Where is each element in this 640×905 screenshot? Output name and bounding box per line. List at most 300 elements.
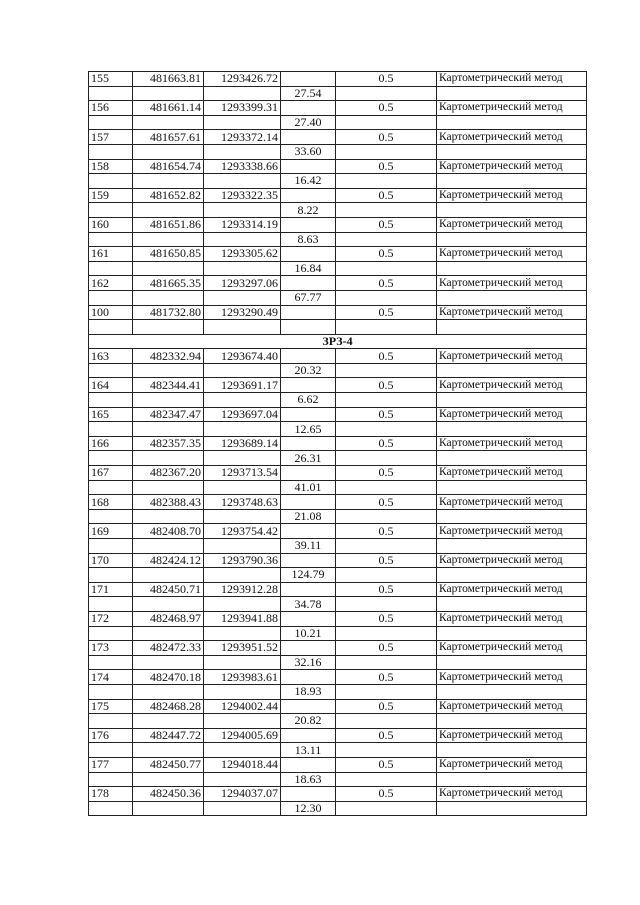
segment-length-cell: 8.22	[281, 203, 336, 218]
accuracy-cell: 0.5	[336, 217, 437, 232]
accuracy-cell: 0.5	[336, 72, 437, 87]
method-cell: Картометрический метод	[437, 495, 587, 510]
segment-length-cell: 16.84	[281, 261, 336, 276]
segment-length-cell: 33.60	[281, 144, 336, 159]
x-coordinate-cell: 482408.70	[133, 524, 204, 539]
empty-cell	[89, 626, 133, 641]
empty-cell	[437, 480, 587, 495]
empty-cell	[133, 363, 204, 378]
empty-cell	[89, 801, 133, 816]
x-coordinate-cell: 482450.71	[133, 582, 204, 597]
method-cell: Картометрический метод	[437, 670, 587, 685]
x-coordinate-cell: 481652.82	[133, 188, 204, 203]
segment-row	[89, 320, 587, 335]
empty-cell	[133, 509, 204, 524]
accuracy-cell: 0.5	[336, 611, 437, 626]
segment-row	[89, 772, 587, 787]
segment-row	[89, 626, 587, 641]
empty-cell	[281, 101, 336, 116]
method-cell: Картометрический метод	[437, 349, 587, 364]
y-coordinate-cell: 1293754.42	[204, 524, 281, 539]
section-title: ЗРЗ-4	[89, 334, 587, 349]
empty-cell	[204, 714, 281, 729]
empty-cell	[133, 772, 204, 787]
segment-row	[89, 655, 587, 670]
point-row	[89, 247, 587, 262]
empty-cell	[281, 553, 336, 568]
method-cell: Картометрический метод	[437, 553, 587, 568]
empty-cell	[437, 451, 587, 466]
accuracy-cell: 0.5	[336, 101, 437, 116]
point-row	[89, 495, 587, 510]
x-coordinate-cell: 481732.80	[133, 305, 204, 320]
empty-cell	[336, 684, 437, 699]
empty-cell	[437, 772, 587, 787]
empty-cell	[133, 393, 204, 408]
y-coordinate-cell: 1293290.49	[204, 305, 281, 320]
point-number-cell: 175	[89, 699, 133, 714]
empty-cell	[204, 393, 281, 408]
coordinates-table	[88, 71, 587, 816]
empty-cell	[437, 568, 587, 583]
accuracy-cell: 0.5	[336, 247, 437, 262]
accuracy-cell: 0.5	[336, 436, 437, 451]
empty-cell	[204, 261, 281, 276]
point-number-cell: 165	[89, 407, 133, 422]
accuracy-cell: 0.5	[336, 495, 437, 510]
x-coordinate-cell: 482424.12	[133, 553, 204, 568]
empty-cell	[133, 232, 204, 247]
accuracy-cell: 0.5	[336, 524, 437, 539]
accuracy-cell: 0.5	[336, 757, 437, 772]
method-cell: Картометрический метод	[437, 524, 587, 539]
empty-cell	[89, 451, 133, 466]
empty-cell	[281, 466, 336, 481]
y-coordinate-cell: 1293314.19	[204, 217, 281, 232]
point-row	[89, 378, 587, 393]
x-coordinate-cell: 482472.33	[133, 641, 204, 656]
segment-row	[89, 451, 587, 466]
empty-cell	[204, 539, 281, 554]
point-row	[89, 217, 587, 232]
empty-cell	[281, 728, 336, 743]
empty-cell	[336, 801, 437, 816]
empty-cell	[204, 684, 281, 699]
empty-cell	[133, 451, 204, 466]
point-number-cell: 100	[89, 305, 133, 320]
x-coordinate-cell: 482344.41	[133, 378, 204, 393]
empty-cell	[437, 203, 587, 218]
accuracy-cell: 0.5	[336, 407, 437, 422]
segment-row	[89, 290, 587, 305]
segment-row	[89, 422, 587, 437]
empty-cell	[89, 363, 133, 378]
empty-cell	[89, 261, 133, 276]
empty-cell	[281, 582, 336, 597]
y-coordinate-cell: 1294005.69	[204, 728, 281, 743]
point-row	[89, 72, 587, 87]
point-number-cell: 159	[89, 188, 133, 203]
segment-row	[89, 743, 587, 758]
segment-row	[89, 86, 587, 101]
point-row	[89, 699, 587, 714]
empty-cell	[281, 217, 336, 232]
empty-cell	[437, 743, 587, 758]
empty-cell	[204, 597, 281, 612]
empty-cell	[204, 290, 281, 305]
point-number-cell: 173	[89, 641, 133, 656]
method-cell: Картометрический метод	[437, 757, 587, 772]
point-row	[89, 407, 587, 422]
method-cell: Картометрический метод	[437, 101, 587, 116]
empty-cell	[437, 261, 587, 276]
empty-cell	[437, 290, 587, 305]
empty-cell	[281, 407, 336, 422]
empty-cell	[133, 684, 204, 699]
segment-row	[89, 393, 587, 408]
empty-cell	[336, 480, 437, 495]
method-cell: Картометрический метод	[437, 582, 587, 597]
empty-cell	[204, 801, 281, 816]
accuracy-cell: 0.5	[336, 159, 437, 174]
empty-cell	[281, 159, 336, 174]
empty-cell	[89, 568, 133, 583]
x-coordinate-cell: 482468.97	[133, 611, 204, 626]
point-number-cell: 166	[89, 436, 133, 451]
empty-cell	[281, 276, 336, 291]
coordinates-table-body	[89, 72, 587, 816]
segment-row	[89, 684, 587, 699]
x-coordinate-cell: 481663.81	[133, 72, 204, 87]
segment-length-cell: 41.01	[281, 480, 336, 495]
accuracy-cell: 0.5	[336, 699, 437, 714]
empty-cell	[336, 451, 437, 466]
point-number-cell: 164	[89, 378, 133, 393]
x-coordinate-cell: 481650.85	[133, 247, 204, 262]
empty-cell	[204, 509, 281, 524]
empty-cell	[281, 305, 336, 320]
empty-cell	[89, 203, 133, 218]
segment-length-cell: 34.78	[281, 597, 336, 612]
y-coordinate-cell: 1293689.14	[204, 436, 281, 451]
x-coordinate-cell: 482470.18	[133, 670, 204, 685]
y-coordinate-cell: 1293951.52	[204, 641, 281, 656]
point-number-cell: 156	[89, 101, 133, 116]
empty-cell	[204, 115, 281, 130]
segment-row	[89, 714, 587, 729]
empty-cell	[336, 363, 437, 378]
segment-length-cell: 27.40	[281, 115, 336, 130]
empty-cell	[336, 772, 437, 787]
point-number-cell: 169	[89, 524, 133, 539]
segment-length-cell: 39.11	[281, 539, 336, 554]
point-number-cell: 163	[89, 349, 133, 364]
method-cell: Картометрический метод	[437, 378, 587, 393]
point-row	[89, 159, 587, 174]
empty-cell	[204, 480, 281, 495]
point-row	[89, 670, 587, 685]
empty-cell	[89, 174, 133, 189]
point-number-cell: 174	[89, 670, 133, 685]
empty-cell	[204, 363, 281, 378]
empty-cell	[281, 757, 336, 772]
segment-row	[89, 203, 587, 218]
point-row	[89, 466, 587, 481]
empty-cell	[281, 641, 336, 656]
empty-cell	[437, 393, 587, 408]
empty-cell	[437, 86, 587, 101]
empty-cell	[133, 568, 204, 583]
empty-cell	[437, 174, 587, 189]
segment-row	[89, 144, 587, 159]
accuracy-cell: 0.5	[336, 728, 437, 743]
y-coordinate-cell: 1293941.88	[204, 611, 281, 626]
empty-cell	[437, 363, 587, 378]
empty-cell	[89, 684, 133, 699]
x-coordinate-cell: 481651.86	[133, 217, 204, 232]
empty-cell	[89, 393, 133, 408]
point-number-cell: 177	[89, 757, 133, 772]
empty-cell	[133, 655, 204, 670]
x-coordinate-cell: 482450.36	[133, 787, 204, 802]
method-cell: Картометрический метод	[437, 466, 587, 481]
point-row	[89, 757, 587, 772]
empty-cell	[133, 743, 204, 758]
segment-length-cell	[281, 320, 336, 335]
empty-cell	[336, 539, 437, 554]
x-coordinate-cell: 481665.35	[133, 276, 204, 291]
empty-cell	[336, 115, 437, 130]
y-coordinate-cell: 1293748.63	[204, 495, 281, 510]
empty-cell	[281, 188, 336, 203]
segment-length-cell: 16.42	[281, 174, 336, 189]
empty-cell	[437, 539, 587, 554]
empty-cell	[437, 144, 587, 159]
method-cell: Картометрический метод	[437, 728, 587, 743]
section-header-row	[89, 334, 587, 349]
x-coordinate-cell: 482447.72	[133, 728, 204, 743]
method-cell: Картометрический метод	[437, 276, 587, 291]
empty-cell	[133, 539, 204, 554]
accuracy-cell: 0.5	[336, 466, 437, 481]
empty-cell	[133, 115, 204, 130]
point-row	[89, 276, 587, 291]
y-coordinate-cell: 1293912.28	[204, 582, 281, 597]
empty-cell	[437, 320, 587, 335]
empty-cell	[89, 714, 133, 729]
method-cell: Картометрический метод	[437, 247, 587, 262]
empty-cell	[133, 480, 204, 495]
empty-cell	[336, 655, 437, 670]
segment-length-cell: 12.30	[281, 801, 336, 816]
segment-length-cell: 27.54	[281, 86, 336, 101]
empty-cell	[336, 290, 437, 305]
segment-length-cell: 26.31	[281, 451, 336, 466]
x-coordinate-cell: 482347.47	[133, 407, 204, 422]
empty-cell	[281, 72, 336, 87]
y-coordinate-cell: 1294018.44	[204, 757, 281, 772]
empty-cell	[437, 714, 587, 729]
empty-cell	[437, 655, 587, 670]
point-number-cell: 171	[89, 582, 133, 597]
empty-cell	[133, 422, 204, 437]
point-row	[89, 188, 587, 203]
empty-cell	[437, 684, 587, 699]
empty-cell	[437, 509, 587, 524]
empty-cell	[204, 655, 281, 670]
point-number-cell: 167	[89, 466, 133, 481]
segment-length-cell: 12.65	[281, 422, 336, 437]
x-coordinate-cell: 482332.94	[133, 349, 204, 364]
y-coordinate-cell: 1293399.31	[204, 101, 281, 116]
empty-cell	[204, 144, 281, 159]
segment-row	[89, 801, 587, 816]
accuracy-cell: 0.5	[336, 553, 437, 568]
empty-cell	[89, 655, 133, 670]
method-cell: Картометрический метод	[437, 188, 587, 203]
empty-cell	[437, 597, 587, 612]
empty-cell	[204, 203, 281, 218]
method-cell: Картометрический метод	[437, 130, 587, 145]
accuracy-cell: 0.5	[336, 276, 437, 291]
segment-row	[89, 480, 587, 495]
segment-row	[89, 115, 587, 130]
method-cell: Картометрический метод	[437, 436, 587, 451]
empty-cell	[336, 393, 437, 408]
y-coordinate-cell: 1293697.04	[204, 407, 281, 422]
accuracy-cell: 0.5	[336, 305, 437, 320]
empty-cell	[336, 232, 437, 247]
empty-cell	[133, 86, 204, 101]
empty-cell	[336, 203, 437, 218]
empty-cell	[281, 524, 336, 539]
empty-cell	[204, 451, 281, 466]
segment-length-cell: 10.21	[281, 626, 336, 641]
point-row	[89, 305, 587, 320]
point-number-cell: 172	[89, 611, 133, 626]
y-coordinate-cell: 1293983.61	[204, 670, 281, 685]
point-row	[89, 787, 587, 802]
y-coordinate-cell: 1293338.66	[204, 159, 281, 174]
segment-length-cell: 20.82	[281, 714, 336, 729]
empty-cell	[133, 597, 204, 612]
segment-row	[89, 539, 587, 554]
empty-cell	[133, 261, 204, 276]
segment-length-cell: 67.77	[281, 290, 336, 305]
method-cell: Картометрический метод	[437, 407, 587, 422]
point-number-cell: 157	[89, 130, 133, 145]
empty-cell	[89, 597, 133, 612]
empty-cell	[89, 422, 133, 437]
x-coordinate-cell: 481661.14	[133, 101, 204, 116]
segment-length-cell: 20.32	[281, 363, 336, 378]
empty-cell	[437, 232, 587, 247]
method-cell: Картометрический метод	[437, 787, 587, 802]
segment-row	[89, 232, 587, 247]
empty-cell	[89, 772, 133, 787]
empty-cell	[281, 495, 336, 510]
empty-cell	[89, 743, 133, 758]
empty-cell	[204, 772, 281, 787]
accuracy-cell: 0.5	[336, 130, 437, 145]
x-coordinate-cell: 482450.77	[133, 757, 204, 772]
point-number-cell: 176	[89, 728, 133, 743]
empty-cell	[336, 422, 437, 437]
point-number-cell: 160	[89, 217, 133, 232]
empty-cell	[89, 509, 133, 524]
y-coordinate-cell: 1293372.14	[204, 130, 281, 145]
empty-cell	[336, 743, 437, 758]
empty-cell	[204, 174, 281, 189]
point-row	[89, 101, 587, 116]
empty-cell	[437, 115, 587, 130]
point-row	[89, 130, 587, 145]
y-coordinate-cell: 1294037.07	[204, 787, 281, 802]
x-coordinate-cell: 482468.28	[133, 699, 204, 714]
segment-row	[89, 363, 587, 378]
empty-cell	[281, 611, 336, 626]
accuracy-cell: 0.5	[336, 582, 437, 597]
segment-length-cell: 18.63	[281, 772, 336, 787]
y-coordinate-cell: 1294002.44	[204, 699, 281, 714]
segment-length-cell: 13.11	[281, 743, 336, 758]
method-cell: Картометрический метод	[437, 217, 587, 232]
empty-cell	[89, 86, 133, 101]
y-coordinate-cell: 1293322.35	[204, 188, 281, 203]
point-number-cell: 158	[89, 159, 133, 174]
empty-cell	[204, 626, 281, 641]
x-coordinate-cell: 482367.20	[133, 466, 204, 481]
y-coordinate-cell: 1293305.62	[204, 247, 281, 262]
empty-cell	[89, 115, 133, 130]
segment-length-cell: 18.93	[281, 684, 336, 699]
point-row	[89, 553, 587, 568]
empty-cell	[204, 320, 281, 335]
empty-cell	[204, 568, 281, 583]
segment-length-cell: 6.62	[281, 393, 336, 408]
empty-cell	[89, 320, 133, 335]
accuracy-cell: 0.5	[336, 378, 437, 393]
empty-cell	[204, 743, 281, 758]
empty-cell	[89, 539, 133, 554]
empty-cell	[89, 144, 133, 159]
method-cell: Картометрический метод	[437, 611, 587, 626]
accuracy-cell: 0.5	[336, 787, 437, 802]
y-coordinate-cell: 1293713.54	[204, 466, 281, 481]
empty-cell	[204, 422, 281, 437]
empty-cell	[281, 699, 336, 714]
empty-cell	[281, 670, 336, 685]
segment-row	[89, 568, 587, 583]
point-number-cell: 161	[89, 247, 133, 262]
empty-cell	[336, 261, 437, 276]
empty-cell	[336, 144, 437, 159]
empty-cell	[133, 144, 204, 159]
point-row	[89, 524, 587, 539]
y-coordinate-cell: 1293297.06	[204, 276, 281, 291]
empty-cell	[437, 422, 587, 437]
method-cell: Картометрический метод	[437, 699, 587, 714]
empty-cell	[89, 232, 133, 247]
x-coordinate-cell: 482388.43	[133, 495, 204, 510]
empty-cell	[437, 801, 587, 816]
point-number-cell: 168	[89, 495, 133, 510]
x-coordinate-cell: 482357.35	[133, 436, 204, 451]
empty-cell	[133, 714, 204, 729]
method-cell: Картометрический метод	[437, 305, 587, 320]
point-number-cell: 155	[89, 72, 133, 87]
empty-cell	[336, 597, 437, 612]
